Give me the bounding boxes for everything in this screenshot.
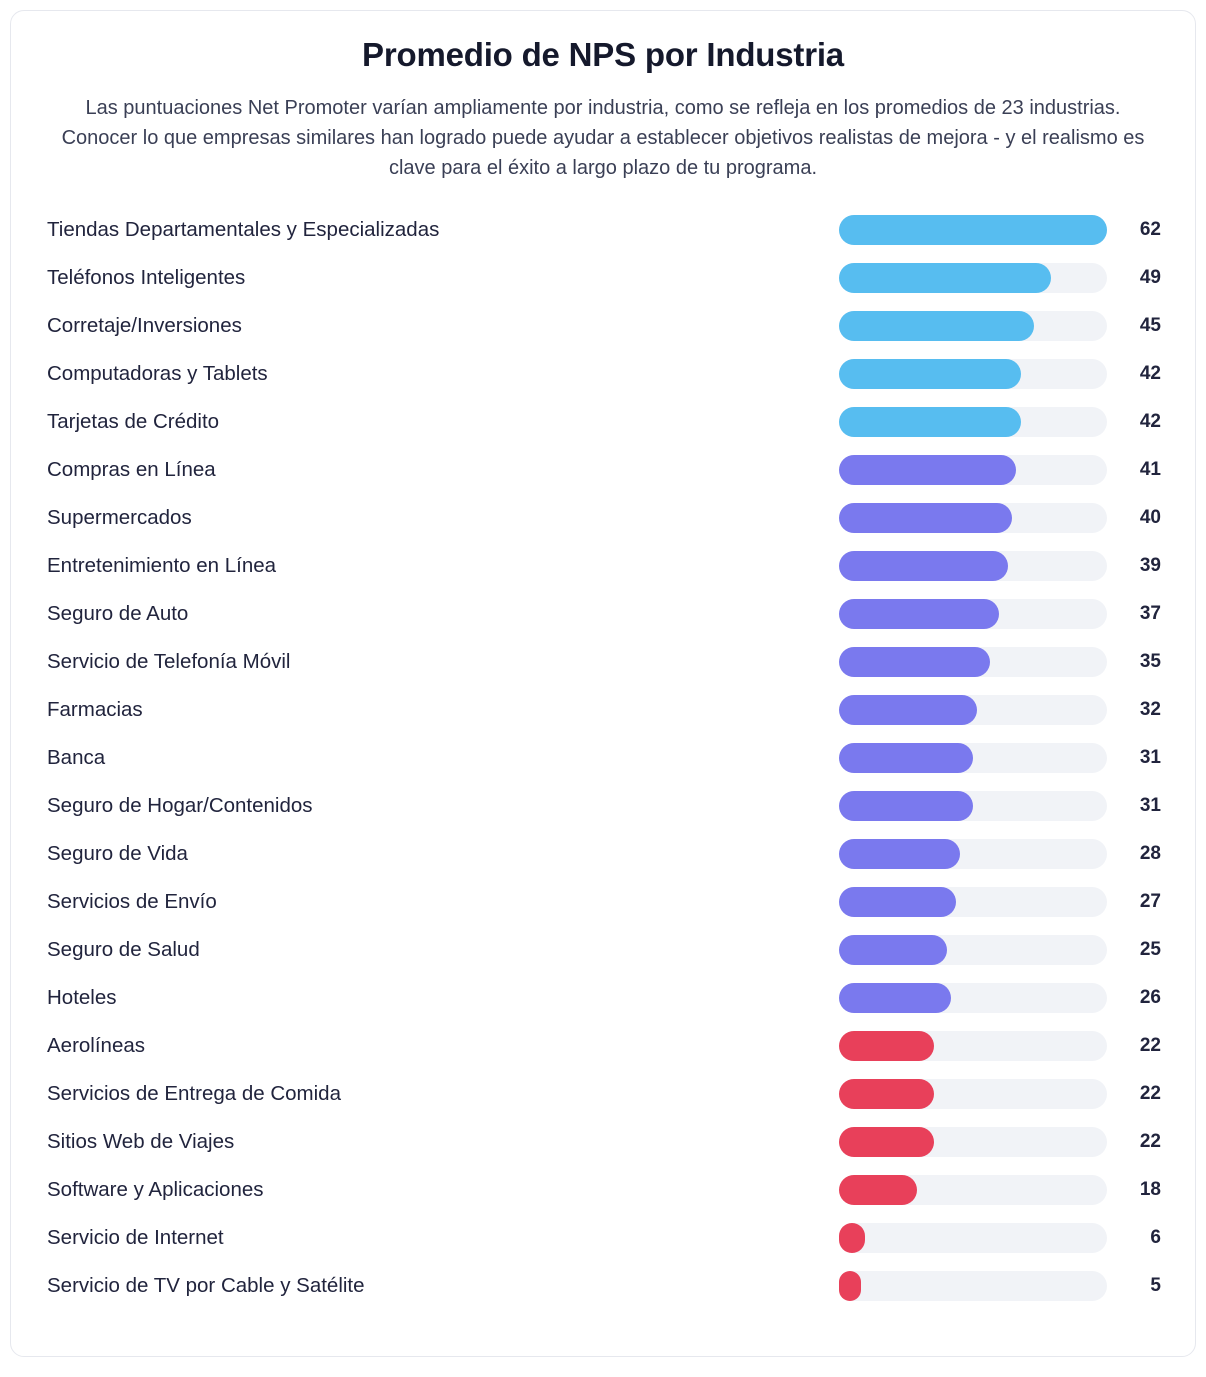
bar-value-label: 37 xyxy=(1139,602,1161,624)
bar-area xyxy=(839,1175,1167,1205)
chart-row xyxy=(39,350,1167,398)
bar-value-label: 18 xyxy=(1139,1178,1161,1200)
chart-row xyxy=(39,782,1167,830)
bar-value-label: 22 xyxy=(1139,1082,1161,1104)
bar-value-label: 42 xyxy=(1139,362,1161,384)
bar-fill xyxy=(839,455,1016,485)
chart-row xyxy=(39,398,1167,446)
chart-row xyxy=(39,542,1167,590)
chart-row xyxy=(39,830,1167,878)
industry-label: Supermercados xyxy=(47,505,192,529)
chart-row xyxy=(39,1214,1167,1262)
bar-fill xyxy=(839,311,1034,341)
chart-subtitle: Las puntuaciones Net Promoter varían ampliamente por industria, como se refleja en los promedios de 23 industrias. Conocer lo que empresas similares han logrado puede ayudar a establecer objetivos realistas de mejora - y el realismo es clave para el éxito a largo plazo de tu programa. xyxy=(61,96,1145,180)
industry-label: Seguro de Salud xyxy=(47,937,200,961)
bar-area xyxy=(839,503,1167,533)
bar-value-label: 41 xyxy=(1139,458,1161,480)
chart-row xyxy=(39,638,1167,686)
bar-area xyxy=(839,263,1167,293)
bar-fill xyxy=(839,839,960,869)
bar-area xyxy=(839,791,1167,821)
bar-value-label: 49 xyxy=(1139,266,1161,288)
chart-row xyxy=(39,254,1167,302)
bar-area xyxy=(839,839,1167,869)
bar-fill xyxy=(839,503,1012,533)
bar-value-label: 5 xyxy=(1150,1274,1161,1296)
bar-fill xyxy=(839,1223,865,1253)
bar-fill xyxy=(839,551,1008,581)
bar-value-label: 28 xyxy=(1139,842,1161,864)
bar-value-label: 22 xyxy=(1139,1130,1161,1152)
bar-value-label: 42 xyxy=(1139,410,1161,432)
bar-area xyxy=(839,743,1167,773)
chart-row xyxy=(39,590,1167,638)
bar-fill xyxy=(839,887,956,917)
bar-value-label: 6 xyxy=(1150,1226,1161,1248)
bar-fill xyxy=(839,359,1021,389)
industry-label: Servicios de Envío xyxy=(47,889,217,913)
chart-row xyxy=(39,1166,1167,1214)
bar-area xyxy=(839,1031,1167,1061)
bar-area xyxy=(839,1079,1167,1109)
bar-fill xyxy=(839,647,990,677)
bar-fill xyxy=(839,1079,934,1109)
bar-value-label: 26 xyxy=(1139,986,1161,1008)
industry-label: Servicio de Telefonía Móvil xyxy=(47,649,291,673)
bar-area xyxy=(839,551,1167,581)
bar-area xyxy=(839,455,1167,485)
industry-label: Corretaje/Inversiones xyxy=(47,313,242,337)
chart-row xyxy=(39,446,1167,494)
bar-fill xyxy=(839,1031,934,1061)
chart-row xyxy=(39,302,1167,350)
bar-area xyxy=(839,935,1167,965)
bar-fill xyxy=(839,1271,861,1301)
bar-area xyxy=(839,1223,1167,1253)
chart-row xyxy=(39,926,1167,974)
bar-value-label: 45 xyxy=(1139,314,1161,336)
industry-label: Computadoras y Tablets xyxy=(47,361,268,385)
bar-area xyxy=(839,599,1167,629)
bar-value-label: 22 xyxy=(1139,1034,1161,1056)
industry-label: Aerolíneas xyxy=(47,1033,146,1057)
bar-area xyxy=(839,647,1167,677)
chart-row xyxy=(39,878,1167,926)
chart-row xyxy=(39,734,1167,782)
industry-label: Servicio de Internet xyxy=(47,1225,224,1249)
bar-value-label: 25 xyxy=(1139,938,1161,960)
industry-label: Compras en Línea xyxy=(47,457,216,481)
chart-row xyxy=(39,1022,1167,1070)
industry-label: Teléfonos Inteligentes xyxy=(47,265,246,289)
bar-fill xyxy=(839,791,973,821)
bar-track xyxy=(839,1271,1107,1301)
nps-chart-card xyxy=(10,10,1196,1357)
bar-area xyxy=(839,407,1167,437)
bar-fill xyxy=(839,599,999,629)
bar-value-label: 62 xyxy=(1139,218,1161,240)
bar-area xyxy=(839,983,1167,1013)
bar-value-label: 35 xyxy=(1139,650,1161,672)
chart-row xyxy=(39,1262,1167,1310)
bar-area xyxy=(839,1271,1167,1301)
bar-value-label: 40 xyxy=(1139,506,1161,528)
industry-label: Seguro de Auto xyxy=(47,601,189,625)
bar-fill xyxy=(839,1127,934,1157)
bar-fill xyxy=(839,935,947,965)
bar-fill xyxy=(839,263,1051,293)
bar-fill xyxy=(839,1175,917,1205)
chart-row xyxy=(39,1070,1167,1118)
bar-value-label: 31 xyxy=(1139,746,1161,768)
bar-area xyxy=(839,1127,1167,1157)
bar-chart-rows xyxy=(39,206,1167,1310)
industry-label: Seguro de Vida xyxy=(47,841,188,865)
bar-track xyxy=(839,1223,1107,1253)
industry-label: Tiendas Departamentales y Especializadas xyxy=(47,217,440,241)
bar-fill xyxy=(839,983,951,1013)
industry-label: Servicio de TV por Cable y Satélite xyxy=(47,1273,365,1297)
chart-row xyxy=(39,686,1167,734)
bar-area xyxy=(839,695,1167,725)
chart-row xyxy=(39,206,1167,254)
industry-label: Entretenimiento en Línea xyxy=(47,553,277,577)
page-title: Promedio de NPS por Industria xyxy=(362,36,844,73)
bar-value-label: 39 xyxy=(1139,554,1161,576)
chart-row xyxy=(39,1118,1167,1166)
bar-value-label: 31 xyxy=(1139,794,1161,816)
bar-fill xyxy=(839,215,1107,245)
bar-value-label: 32 xyxy=(1139,698,1161,720)
industry-label: Seguro de Hogar/Contenidos xyxy=(47,793,313,817)
industry-label: Sitios Web de Viajes xyxy=(47,1129,235,1153)
bar-area xyxy=(839,311,1167,341)
chart-row xyxy=(39,494,1167,542)
bar-value-label: 27 xyxy=(1139,890,1161,912)
bar-area xyxy=(839,215,1167,245)
bar-fill xyxy=(839,407,1021,437)
bar-area xyxy=(839,887,1167,917)
industry-label: Banca xyxy=(47,745,106,769)
chart-row xyxy=(39,974,1167,1022)
bar-fill xyxy=(839,695,977,725)
industry-label: Tarjetas de Crédito xyxy=(47,409,220,433)
industry-label: Servicios de Entrega de Comida xyxy=(47,1081,341,1105)
industry-label: Software y Aplicaciones xyxy=(47,1177,264,1201)
industry-label: Hoteles xyxy=(47,985,117,1009)
bar-area xyxy=(839,359,1167,389)
industry-label: Farmacias xyxy=(47,697,143,721)
bar-fill xyxy=(839,743,973,773)
